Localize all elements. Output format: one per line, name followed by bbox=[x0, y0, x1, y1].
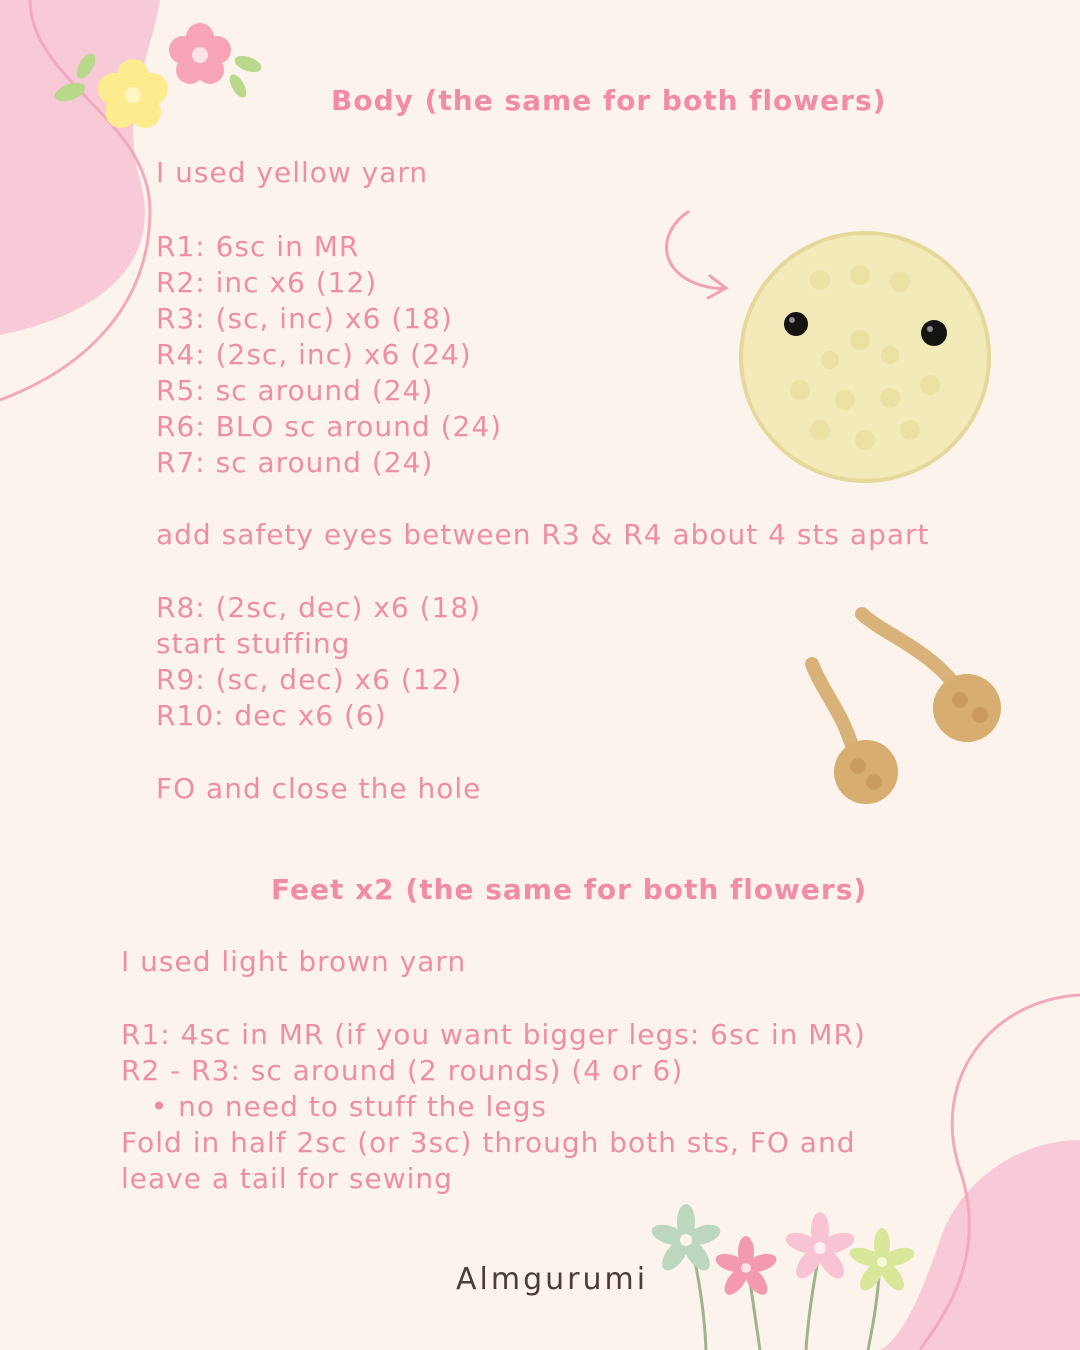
feet-round-2-3: R2 - R3: sc around (2 rounds) (4 or 6) bbox=[121, 1054, 684, 1087]
body-round-4: R4: (2sc, inc) x6 (24) bbox=[156, 338, 472, 371]
body-round-7: R7: sc around (24) bbox=[156, 446, 434, 479]
body-round-2: R2: inc x6 (12) bbox=[156, 266, 378, 299]
curved-arrow-icon bbox=[667, 212, 726, 298]
feet-round-1: R1: 4sc in MR (if you want bigger legs: 6sc in MR) bbox=[121, 1018, 866, 1051]
feet-tail-instruction: leave a tail for sewing bbox=[121, 1162, 453, 1195]
feet-section-title: Feet x2 (the same for both flowers) bbox=[271, 873, 868, 906]
body-round-8: R8: (2sc, dec) x6 (18) bbox=[156, 591, 482, 624]
body-round-6: R6: BLO sc around (24) bbox=[156, 410, 503, 443]
leaf-icon bbox=[226, 72, 249, 101]
brand-signature: Almgurumi bbox=[456, 1262, 649, 1297]
safety-eye-right bbox=[921, 320, 947, 346]
body-round-1: R1: 6sc in MR bbox=[156, 230, 360, 263]
body-yarn-note: I used yellow yarn bbox=[156, 156, 429, 189]
feet-yarn-note: I used light brown yarn bbox=[121, 945, 467, 978]
pink-flower-icon bbox=[169, 23, 231, 84]
feet-fold-instruction: Fold in half 2sc (or 3sc) through both sts, FO and bbox=[121, 1126, 856, 1159]
safety-eye-left bbox=[784, 312, 808, 336]
body-section-title: Body (the same for both flowers) bbox=[331, 84, 887, 117]
body-finish-note: FO and close the hole bbox=[156, 772, 482, 805]
stuffing-note: start stuffing bbox=[156, 627, 351, 660]
feet-no-stuff-note: • no need to stuff the legs bbox=[121, 1090, 547, 1123]
body-round-3: R3: (sc, inc) x6 (18) bbox=[156, 302, 453, 335]
bottom-flowers-decoration bbox=[649, 1204, 917, 1350]
leaf-icon bbox=[232, 53, 263, 76]
body-round-10: R10: dec x6 (6) bbox=[156, 699, 387, 732]
safety-eyes-note: add safety eyes between R3 & R4 about 4 sts apart bbox=[156, 518, 930, 551]
yellow-crochet-body-photo bbox=[741, 233, 989, 481]
brown-crochet-feet-photo bbox=[812, 614, 1001, 804]
body-round-9: R9: (sc, dec) x6 (12) bbox=[156, 663, 463, 696]
body-round-5: R5: sc around (24) bbox=[156, 374, 434, 407]
bottom-right-blob bbox=[880, 1140, 1080, 1350]
